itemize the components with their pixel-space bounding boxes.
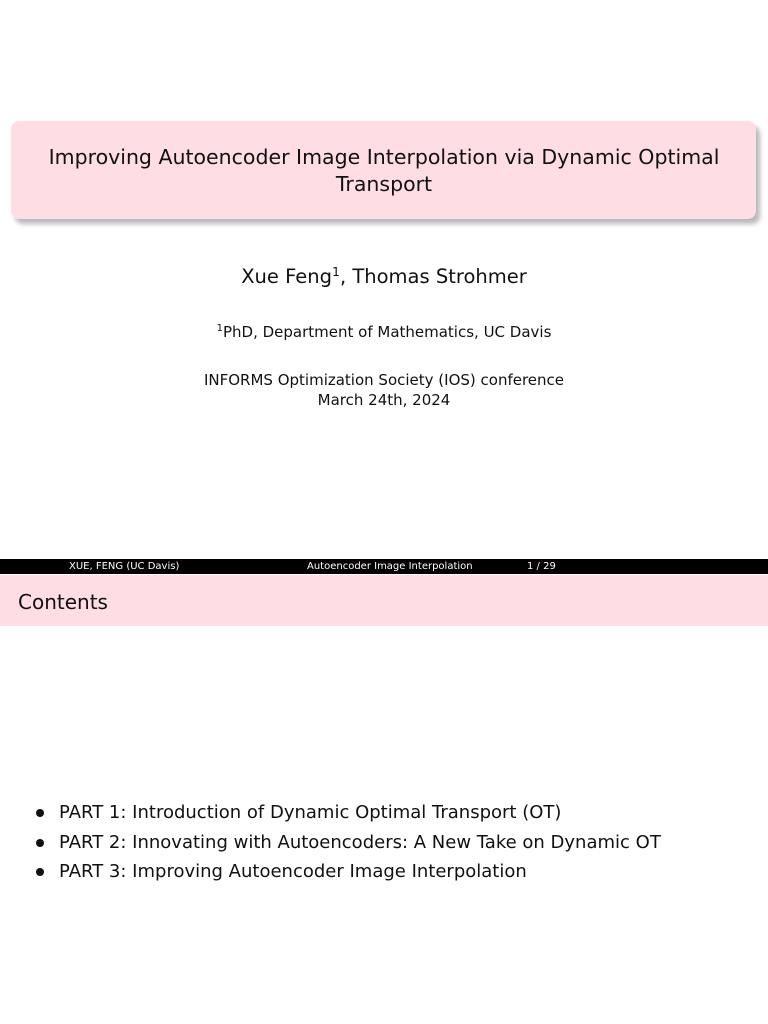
contents-title: Contents [18,590,108,614]
bullet-icon [36,868,44,876]
author-name: Thomas Strohmer [352,265,527,288]
author-name: Xue Feng [241,265,332,288]
footer-title: Autoencoder Image Interpolation [307,561,473,572]
conference-info [0,370,768,410]
footer-page-number: 1 / 29 [527,561,556,572]
author-separator: , [339,265,353,288]
presentation-title: Improving Autoencoder Image Interpolation via Dynamic Optimal Transport [48,145,720,196]
bullet-icon [36,809,44,817]
contents-header [0,575,768,626]
affiliation-text: PhD, Department of Mathematics, UC Davis [222,323,552,341]
contents-item-label: PART 2: Innovating with Autoencoders: A New Take on Dynamic OT [59,831,661,853]
conference-date: March 24th, 2024 [317,391,451,409]
contents-item-label: PART 1: Introduction of Dynamic Optimal Transport (OT) [59,802,562,823]
contents-item-label: PART 3: Improving Autoencoder Image Interpolation [59,861,527,882]
affiliation-marker: 1 [216,323,223,334]
affiliation-line [0,318,768,343]
affiliation-marker: 1 [332,264,340,279]
conference-name: INFORMS Optimization Society (IOS) conference [203,371,565,389]
slide-footer [0,559,768,574]
bullet-icon [36,839,44,847]
author-line [0,258,768,291]
footer-author: XUE, FENG (UC Davis) [69,561,180,572]
